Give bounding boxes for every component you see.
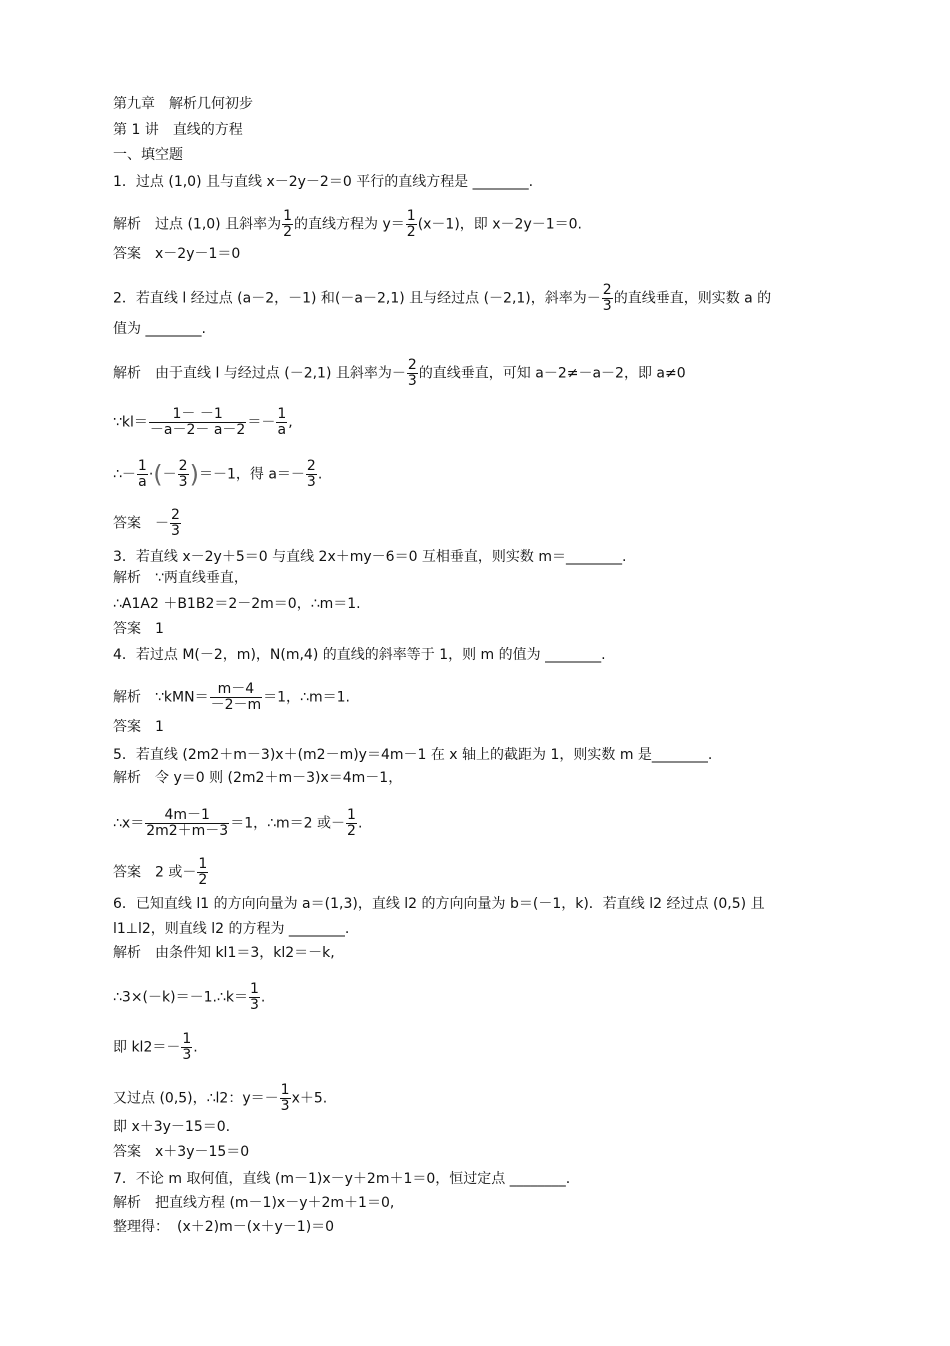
chapter-heading: 第九章 解析几何初步 bbox=[113, 96, 253, 112]
section-heading: 一、填空题 bbox=[113, 147, 183, 163]
numerator: 1 bbox=[283, 208, 293, 224]
numerator: m－4 bbox=[217, 681, 255, 697]
answer-4: 答案 1 bbox=[113, 719, 164, 735]
solution-6: 解析 由条件知 kl1＝3，kl2＝－k, bbox=[113, 945, 335, 961]
answer-3: 答案 1 bbox=[113, 621, 164, 637]
denominator: 3 bbox=[407, 373, 417, 389]
denominator: 2 bbox=[198, 872, 208, 888]
answer-1: 答案 x－2y－1＝0 bbox=[113, 246, 241, 262]
denominator: －2－m bbox=[210, 697, 262, 713]
denominator: 3 bbox=[280, 1098, 290, 1114]
numerator: 4m－1 bbox=[164, 807, 210, 823]
denominator: 3 bbox=[306, 474, 316, 490]
fraction bbox=[170, 508, 181, 539]
question-2: 2．若直线 l 经过点 (a－2，－1) 和(－a－2,1) 且与经过点 (－2,1)，斜率为－ $\frac{2}{3}$ 的直线垂直，则实数 a 的 bbox=[113, 282, 772, 314]
question-1: 1．过点 (1,0) 且与直线 x－2y－2＝0 平行的直线方程是 ________. bbox=[113, 174, 534, 190]
denominator: 3 bbox=[178, 474, 188, 490]
solution-5: 解析 令 y＝0 则 (2m2＋m－3)x＝4m－1， bbox=[113, 770, 403, 786]
denominator: a bbox=[277, 422, 287, 438]
numerator: 1 bbox=[277, 406, 287, 422]
numerator: 2 bbox=[602, 282, 612, 298]
fraction bbox=[210, 682, 263, 713]
solution-6-final: 即 x＋3y－15＝0. bbox=[113, 1119, 231, 1135]
question-6-line-2: l1⊥l2，则直线 l2 的方程为 ________. bbox=[113, 921, 350, 937]
denominator: －a－2－ a－2 bbox=[149, 422, 246, 438]
numerator: 1－ －1 bbox=[172, 406, 223, 422]
denominator: a bbox=[138, 474, 147, 490]
solution-3: 解析 ∵两直线垂直， bbox=[113, 570, 248, 586]
numerator: 1 bbox=[406, 208, 416, 224]
question-5: 5．若直线 (2m2＋m－3)x＋(m2－m)y＝4m－1 在 x 轴上的截距为 1，则实数 m 是________. bbox=[113, 747, 713, 763]
solution-6-kl2: 即 kl2＝－ $\frac{1}{3}$ . bbox=[113, 1031, 198, 1063]
denominator: 2 bbox=[283, 224, 293, 240]
denominator: 2 bbox=[347, 823, 356, 839]
denominator: 3 bbox=[171, 523, 180, 539]
numerator: 2 bbox=[306, 458, 316, 474]
answer-5: 答案 2 或－ $\frac{1}{2}$ bbox=[113, 856, 208, 888]
numerator: 1 bbox=[182, 1031, 192, 1047]
fraction bbox=[407, 358, 418, 389]
fraction bbox=[406, 209, 417, 240]
denominator: 3 bbox=[182, 1047, 192, 1063]
numerator: 1 bbox=[198, 856, 208, 872]
question-6: 6．已知直线 l1 的方向向量为 a＝(1,3)，直线 l2 的方向向量为 b＝(－1，k)．若直线 l2 经过点 (0,5) 且 bbox=[113, 896, 765, 912]
answer-6: 答案 x＋3y－15＝0 bbox=[113, 1144, 250, 1160]
fraction bbox=[137, 459, 148, 490]
solution-2-result: ∴－ $\frac{1}{a}$ ·(－ $\frac{2}{3}$ )＝－1，得 a＝－ $\frac{2}{3}$ . bbox=[113, 458, 323, 490]
denominator: 3 bbox=[249, 997, 259, 1013]
solution-4: 解析 ∵kMN＝ $\frac{m-4}{-2-m}$ ＝1，∴m＝1. bbox=[113, 681, 350, 713]
fraction bbox=[282, 209, 293, 240]
solution-7: 解析 把直线方程 (m－1)x－y＋2m＋1＝0, bbox=[113, 1195, 395, 1211]
question-7: 7．不论 m 取何值，直线 (m－1)x－y＋2m＋1＝0，恒过定点 ________. bbox=[113, 1171, 571, 1187]
question-2-line-2: 值为 ________. bbox=[113, 321, 206, 337]
fraction bbox=[306, 459, 317, 490]
denominator: 2m2＋m－3 bbox=[146, 823, 229, 839]
solution-3-line: ∴A1A2 ＋B1B2＝2－2m＝0，∴m＝1. bbox=[113, 596, 361, 612]
fraction bbox=[280, 1083, 291, 1114]
numerator: 2 bbox=[171, 507, 180, 523]
question-4: 4．若过点 M(－2，m)，N(m,4) 的直线的斜率等于 1，则 m 的值为 ________. bbox=[113, 647, 606, 663]
fraction bbox=[181, 1032, 192, 1063]
fraction bbox=[602, 283, 613, 314]
fraction bbox=[249, 982, 260, 1013]
fraction bbox=[145, 808, 229, 839]
solution-2: 解析 由于直线 l 与经过点 (－2,1) 且斜率为－ $\frac{2}{3}$ 的直线垂直，可知 a－2≠－a－2，即 a≠0 bbox=[113, 357, 686, 389]
numerator: 1 bbox=[137, 458, 147, 474]
numerator: 2 bbox=[178, 458, 188, 474]
numerator: 2 bbox=[407, 357, 417, 373]
fraction bbox=[178, 459, 189, 490]
numerator: 1 bbox=[347, 807, 356, 823]
fraction bbox=[276, 407, 287, 438]
solution-6-line-eq: 又过点 (0,5)，∴l2：y＝－ $\frac{1}{3}$ x＋5. bbox=[113, 1082, 328, 1114]
solution-5-x: ∴x＝ $\frac{4m-1}{2m2+m-3}$ ＝1，∴m＝2 或－ $\frac{1}{2}$ . bbox=[113, 807, 363, 839]
solution-2-slope: ∵kl＝ $\frac{1- -1}{-a-2- a-2}$ ＝－ $\frac{1}{a}$ , bbox=[113, 406, 293, 438]
fraction bbox=[346, 808, 357, 839]
question-3: 3．若直线 x－2y＋5＝0 与直线 2x＋my－6＝0 互相垂直，则实数 m＝________. bbox=[113, 549, 627, 565]
numerator: 1 bbox=[280, 1082, 290, 1098]
denominator: 2 bbox=[406, 224, 416, 240]
answer-2: 答案 － $\frac{2}{3}$ bbox=[113, 507, 180, 539]
fraction bbox=[197, 857, 208, 888]
lesson-heading: 第 1 讲 直线的方程 bbox=[113, 122, 243, 138]
solution-1: 解析 过点 (1,0) 且斜率为 $\frac{1}{2}$ 的直线方程为 y＝ $\frac{1}{2}$ (x－1)，即 x－2y－1＝0. bbox=[113, 208, 582, 240]
fraction bbox=[149, 407, 246, 438]
solution-7-arranged: 整理得： (x＋2)m－(x＋y－1)＝0 bbox=[113, 1219, 335, 1235]
denominator: 3 bbox=[602, 298, 612, 314]
numerator: 1 bbox=[249, 981, 259, 997]
solution-6-k: ∴3×(－k)＝－1.∴k＝ $\frac{1}{3}$ . bbox=[113, 981, 266, 1013]
